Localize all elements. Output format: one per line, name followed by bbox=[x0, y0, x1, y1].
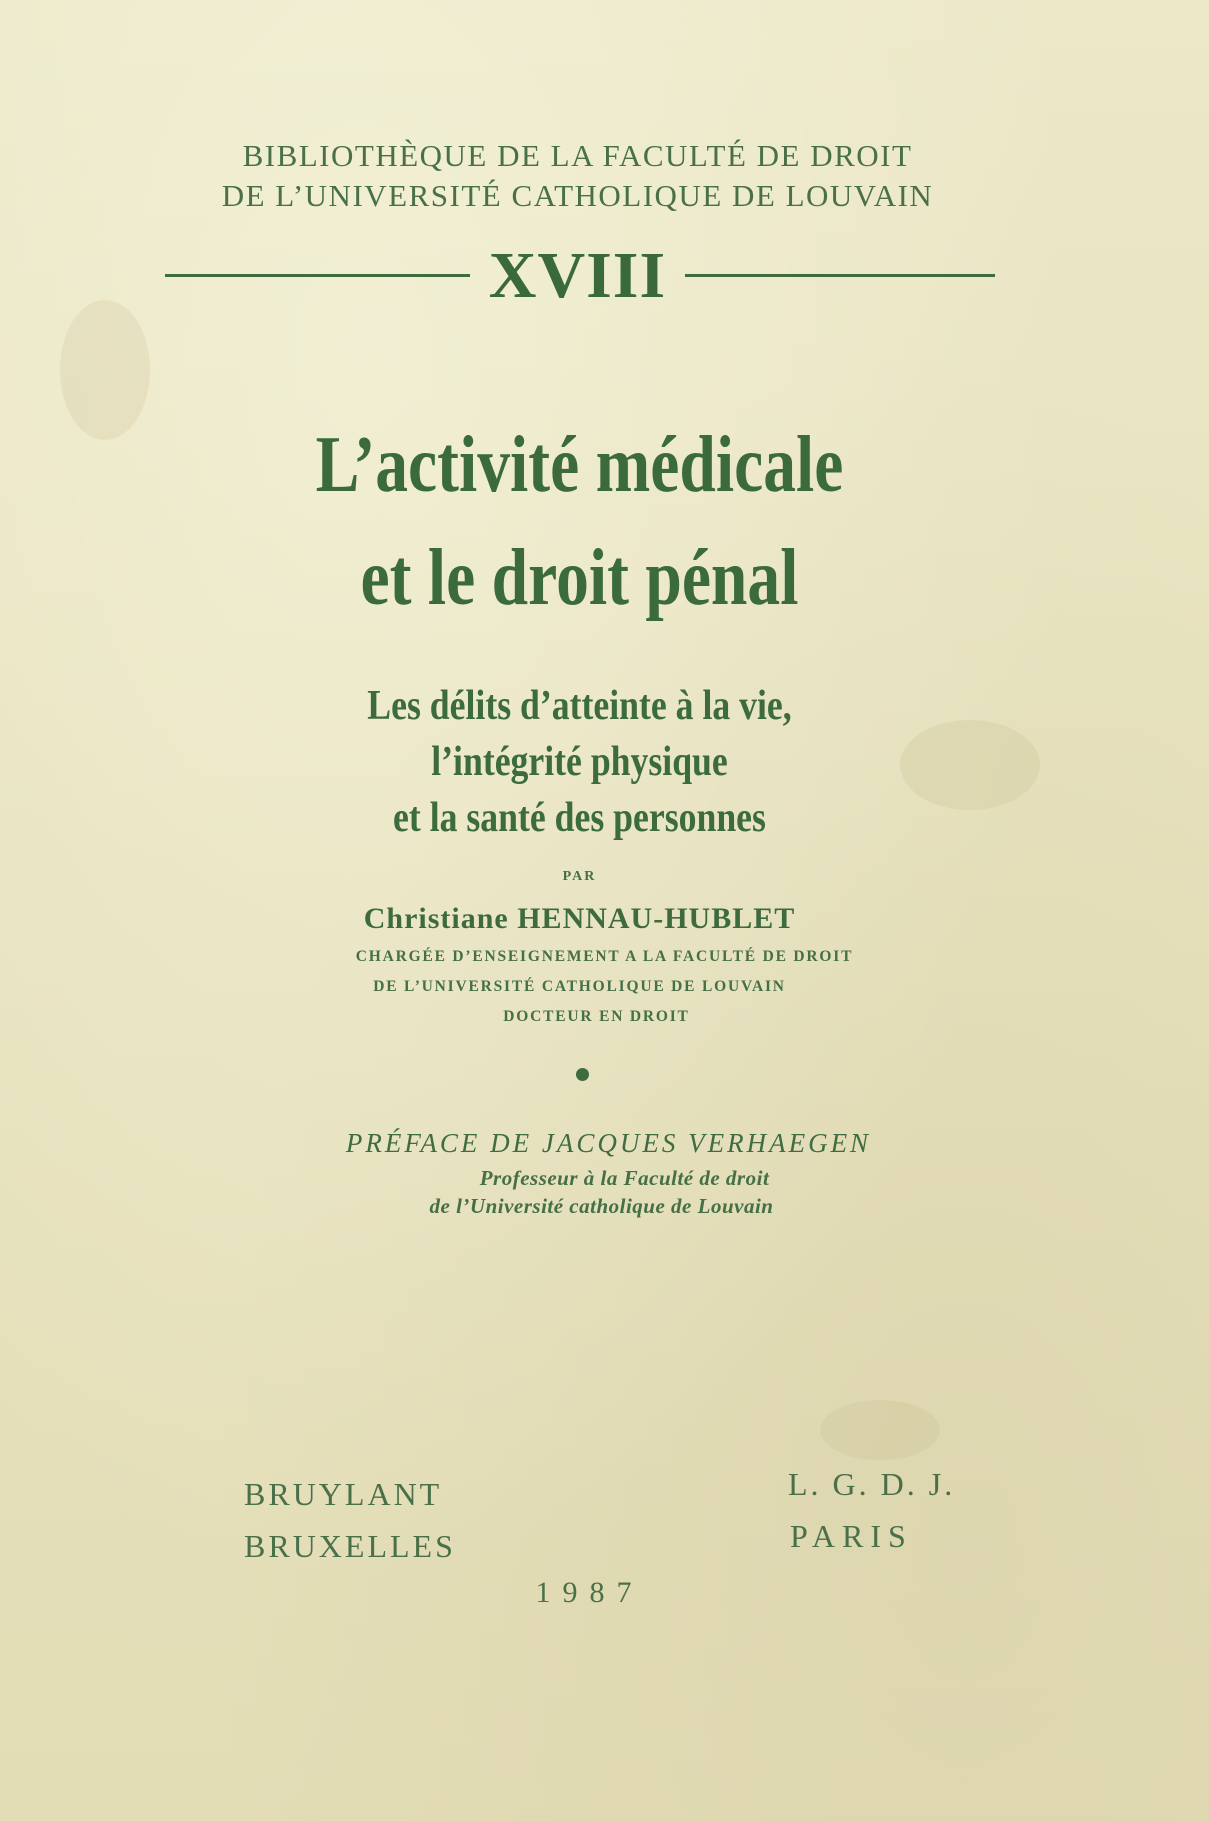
subtitle-line-1: Les délits d’atteinte à la vie, bbox=[367, 683, 792, 729]
age-spot bbox=[60, 300, 150, 440]
subtitle-line-3: et la santé des personnes bbox=[393, 795, 766, 841]
author-credential-3: DOCTEUR EN DROIT bbox=[503, 1008, 690, 1025]
publisher-right-name: L. G. D. J. bbox=[788, 1466, 956, 1502]
age-spot bbox=[820, 1400, 940, 1460]
series-title-line-2: DE L’UNIVERSITÉ CATHOLIQUE DE LOUVAIN bbox=[221, 178, 934, 213]
series-title-line-1: BIBLIOTHÈQUE DE LA FACULTÉ DE DROIT bbox=[242, 138, 913, 173]
author-name: Christiane HENNAU-HUBLET bbox=[363, 902, 796, 935]
subtitle-line-2: l’intégrité physique bbox=[431, 739, 728, 785]
publisher-left-city: BRUXELLES bbox=[244, 1528, 456, 1564]
preface-author-title-2: de l’Université catholique de Louvain bbox=[429, 1194, 774, 1218]
author-credential-2: DE L’UNIVERSITÉ CATHOLIQUE DE LOUVAIN bbox=[373, 978, 786, 995]
volume-row bbox=[165, 240, 995, 312]
volume-number: XVIII bbox=[488, 239, 667, 312]
preface-author-title-1: Professeur à la Faculté de droit bbox=[479, 1166, 770, 1190]
publisher-right-city: PARIS bbox=[790, 1518, 913, 1554]
bullet-ornament bbox=[576, 1068, 589, 1081]
publication-year: 1987 bbox=[535, 1576, 644, 1609]
book-title-line-2: et le droit pénal bbox=[360, 534, 799, 622]
preface-heading: PRÉFACE DE JACQUES VERHAEGEN bbox=[345, 1128, 872, 1158]
book-title-line-1: L’activité médicale bbox=[315, 421, 844, 509]
rule-right bbox=[685, 274, 995, 277]
author-credential-1: CHARGÉE D’ENSEIGNEMENT A LA FACULTÉ DE DROIT bbox=[355, 948, 854, 965]
rule-left bbox=[165, 274, 470, 277]
publisher-left-name: BRUYLANT bbox=[244, 1476, 443, 1512]
by-label: PAR bbox=[562, 869, 597, 884]
